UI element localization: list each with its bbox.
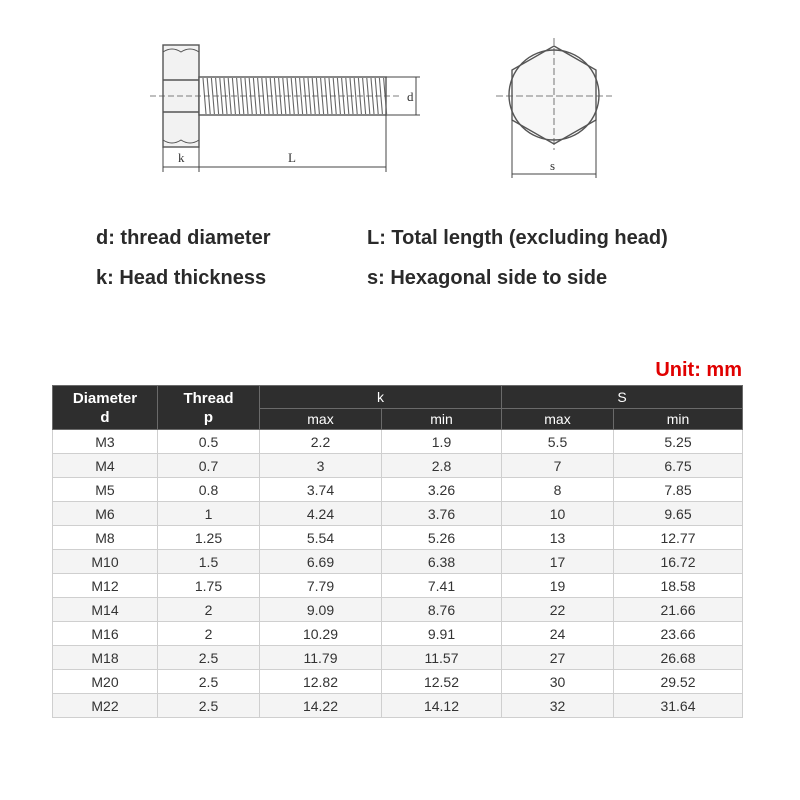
cell-s-min: 26.68 — [614, 646, 743, 670]
cell-diameter: M12 — [53, 574, 158, 598]
cell-k-min: 12.52 — [382, 670, 502, 694]
cell-s-max: 13 — [502, 526, 614, 550]
cell-thread: 2 — [158, 622, 260, 646]
cell-diameter: M22 — [53, 694, 158, 718]
header-diameter-label: Diameter — [72, 389, 138, 407]
d-label: d — [407, 89, 414, 104]
cell-k-max: 3 — [260, 454, 382, 478]
cell-s-max: 17 — [502, 550, 614, 574]
header-k: k — [260, 386, 502, 409]
cell-k-min: 2.8 — [382, 454, 502, 478]
s-label: s — [550, 158, 556, 173]
cell-s-min: 31.64 — [614, 694, 743, 718]
cell-s-min: 12.77 — [614, 526, 743, 550]
d-dimension — [386, 77, 420, 115]
cell-thread: 2.5 — [158, 694, 260, 718]
cell-k-min: 5.26 — [382, 526, 502, 550]
legend-k: k: Head thickness — [96, 267, 267, 289]
header-diameter-symbol: d — [100, 408, 110, 426]
cell-s-min: 16.72 — [614, 550, 743, 574]
cell-k-min: 6.38 — [382, 550, 502, 574]
table-row — [53, 598, 743, 622]
cell-k-min: 14.12 — [382, 694, 502, 718]
cell-s-max: 19 — [502, 574, 614, 598]
cell-thread: 2.5 — [158, 646, 260, 670]
cell-s-max: 7 — [502, 454, 614, 478]
cell-k-max: 12.82 — [260, 670, 382, 694]
cell-thread: 1.5 — [158, 550, 260, 574]
cell-s-max: 8 — [502, 478, 614, 502]
header-thread-label: Thread — [183, 389, 234, 407]
cell-k-max: 6.69 — [260, 550, 382, 574]
legend-L: L: Total length (excluding head) — [367, 227, 668, 249]
cell-k-min: 11.57 — [382, 646, 502, 670]
table-row — [53, 670, 743, 694]
cell-s-min: 18.58 — [614, 574, 743, 598]
cell-thread: 0.7 — [158, 454, 260, 478]
table-row — [53, 550, 743, 574]
cell-thread: 0.5 — [158, 430, 260, 454]
cell-k-max: 4.24 — [260, 502, 382, 526]
cell-thread: 1.25 — [158, 526, 260, 550]
table-row — [53, 430, 743, 454]
cell-thread: 1 — [158, 502, 260, 526]
cell-diameter: M14 — [53, 598, 158, 622]
cell-s-min: 23.66 — [614, 622, 743, 646]
cell-s-min: 9.65 — [614, 502, 743, 526]
hex-top-view — [496, 38, 612, 150]
bolt-side-view — [150, 45, 400, 147]
cell-s-min: 21.66 — [614, 598, 743, 622]
cell-k-min: 7.41 — [382, 574, 502, 598]
header-s-max: max — [502, 409, 614, 430]
k-label: k — [178, 150, 185, 165]
header-k-min: min — [382, 409, 502, 430]
cell-k-min: 1.9 — [382, 430, 502, 454]
legend-d: d: thread diameter — [96, 227, 271, 249]
cell-diameter: M10 — [53, 550, 158, 574]
header-thread-symbol: p — [203, 408, 214, 426]
table-row — [53, 454, 743, 478]
cell-s-max: 24 — [502, 622, 614, 646]
header-k-max: max — [260, 409, 382, 430]
cell-diameter: M6 — [53, 502, 158, 526]
table-row — [53, 694, 743, 718]
table-row — [53, 502, 743, 526]
cell-thread: 0.8 — [158, 478, 260, 502]
cell-diameter: M20 — [53, 670, 158, 694]
cell-diameter: M5 — [53, 478, 158, 502]
cell-s-max: 22 — [502, 598, 614, 622]
cell-thread: 2.5 — [158, 670, 260, 694]
table-row — [53, 646, 743, 670]
cell-thread: 2 — [158, 598, 260, 622]
cell-k-max: 10.29 — [260, 622, 382, 646]
cell-diameter: M3 — [53, 430, 158, 454]
cell-k-min: 9.91 — [382, 622, 502, 646]
header-diameter — [53, 386, 158, 430]
cell-k-max: 3.74 — [260, 478, 382, 502]
table-header-row — [53, 386, 743, 409]
cell-s-min: 29.52 — [614, 670, 743, 694]
header-thread — [158, 386, 260, 430]
cell-s-max: 27 — [502, 646, 614, 670]
cell-s-max: 10 — [502, 502, 614, 526]
table-row — [53, 622, 743, 646]
cell-k-min: 8.76 — [382, 598, 502, 622]
legend-s: s: Hexagonal side to side — [367, 267, 608, 289]
cell-diameter: M18 — [53, 646, 158, 670]
cell-k-max: 5.54 — [260, 526, 382, 550]
cell-s-min: 6.75 — [614, 454, 743, 478]
cell-k-min: 3.76 — [382, 502, 502, 526]
L-label: L — [288, 150, 296, 165]
unit-label: Unit: mm — [655, 359, 742, 381]
cell-diameter: M8 — [53, 526, 158, 550]
table-body — [53, 430, 743, 718]
cell-k-min: 3.26 — [382, 478, 502, 502]
spec-table — [52, 385, 743, 718]
table-row — [53, 526, 743, 550]
cell-k-max: 11.79 — [260, 646, 382, 670]
cell-k-max: 7.79 — [260, 574, 382, 598]
cell-s-max: 30 — [502, 670, 614, 694]
cell-s-max: 32 — [502, 694, 614, 718]
cell-k-max: 14.22 — [260, 694, 382, 718]
table-row — [53, 574, 743, 598]
cell-s-min: 7.85 — [614, 478, 743, 502]
cell-k-max: 2.2 — [260, 430, 382, 454]
cell-s-max: 5.5 — [502, 430, 614, 454]
cell-diameter: M16 — [53, 622, 158, 646]
bolt-diagram — [0, 0, 800, 200]
cell-thread: 1.75 — [158, 574, 260, 598]
cell-diameter: M4 — [53, 454, 158, 478]
header-s: S — [502, 386, 743, 409]
cell-k-max: 9.09 — [260, 598, 382, 622]
header-s-min: min — [614, 409, 743, 430]
cell-s-min: 5.25 — [614, 430, 743, 454]
table-row — [53, 478, 743, 502]
